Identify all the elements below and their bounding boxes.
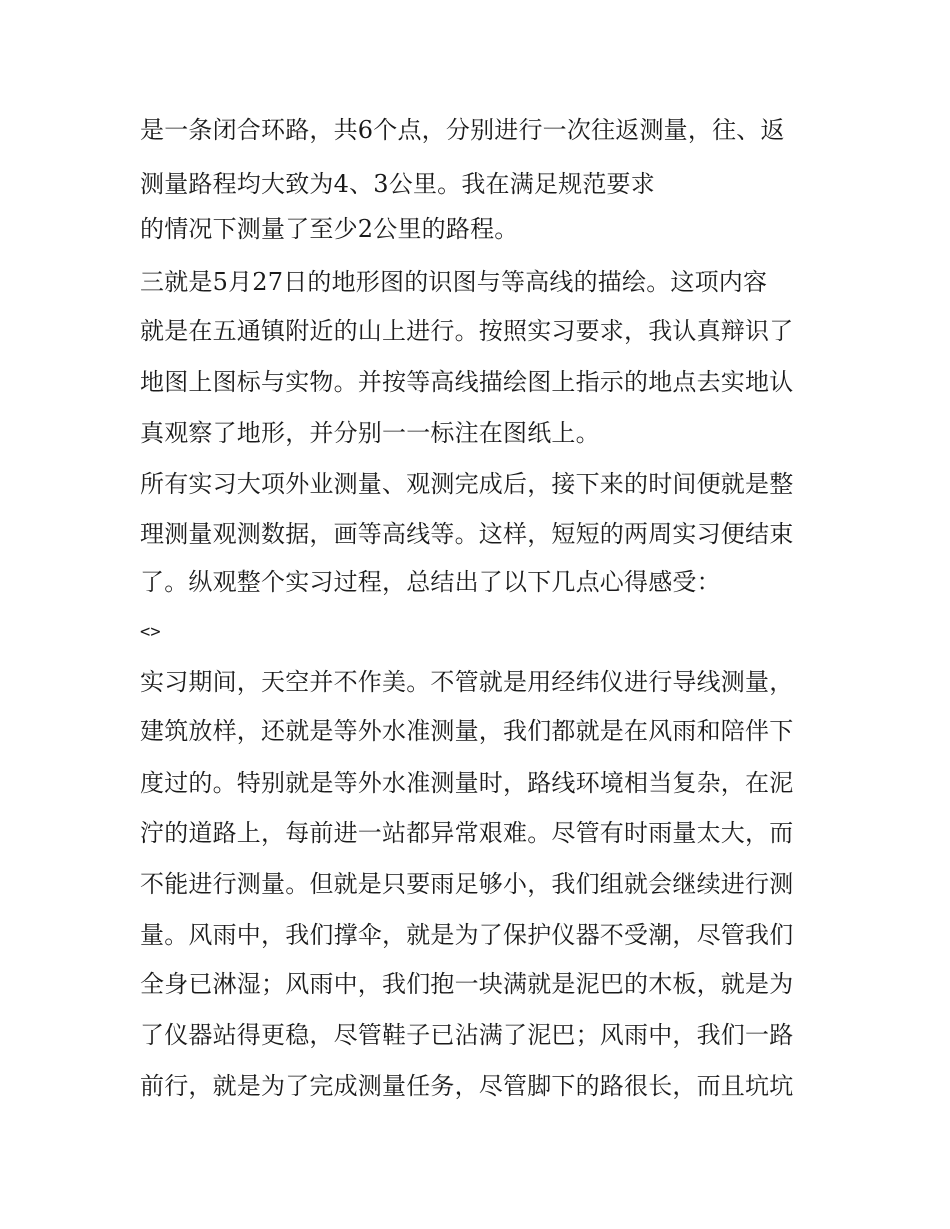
text-line: 泞的道路上，每前进一站都异常艰难。尽管有时雨量太大，而 [140, 819, 794, 847]
text-line: 理测量观测数据，画等高线等。这样，短短的两周实习便结束 [140, 520, 794, 548]
text-line: 度过的。特别就是等外水准测量时，路线环境相当复杂，在泥 [140, 769, 794, 797]
text-line: 了。纵观整个实习过程，总结出了以下几点心得感受： [140, 568, 721, 596]
text-line: 了仪器站得更稳，尽管鞋子已沾满了泥巴；风雨中，我们一路 [140, 1021, 794, 1049]
text-line: 测量路程均大致为4、3公里。我在满足规范要求 [140, 170, 655, 198]
text-line: 量。风雨中，我们撑伞，就是为了保护仪器不受潮，尽管我们 [140, 921, 794, 949]
text-line-symbol: <> [140, 622, 161, 642]
text-line: 三就是5月27日的地形图的识图与等高线的描绘。这项内容 [140, 268, 768, 296]
text-line: 所有实习大项外业测量、观测完成后，接下来的时间便就是整 [140, 470, 794, 498]
text-line: 实习期间，天空并不作美。不管就是用经纬仪进行导线测量， [140, 668, 794, 696]
text-line: 是一条闭合环路，共6个点，分别进行一次往返测量，往、返 [140, 116, 785, 144]
text-line: 地图上图标与实物。并按等高线描绘图上指示的地点去实地认 [140, 368, 794, 396]
text-line: 不能进行测量。但就是只要雨足够小，我们组就会继续进行测 [140, 870, 794, 898]
text-line: 前行，就是为了完成测量任务，尽管脚下的路很长，而且坑坑 [140, 1072, 794, 1100]
text-line: 就是在五通镇附近的山上进行。按照实习要求，我认真辩识了 [140, 317, 794, 345]
text-line: 全身已淋湿；风雨中，我们抱一块满就是泥巴的木板，就是为 [140, 970, 794, 998]
text-line: 真观察了地形，并分别一一标注在图纸上。 [140, 419, 600, 447]
text-line: 的情况下测量了至少2公里的路程。 [140, 215, 519, 243]
text-line: 建筑放样，还就是等外水准测量，我们都就是在风雨和陪伴下 [140, 717, 794, 745]
